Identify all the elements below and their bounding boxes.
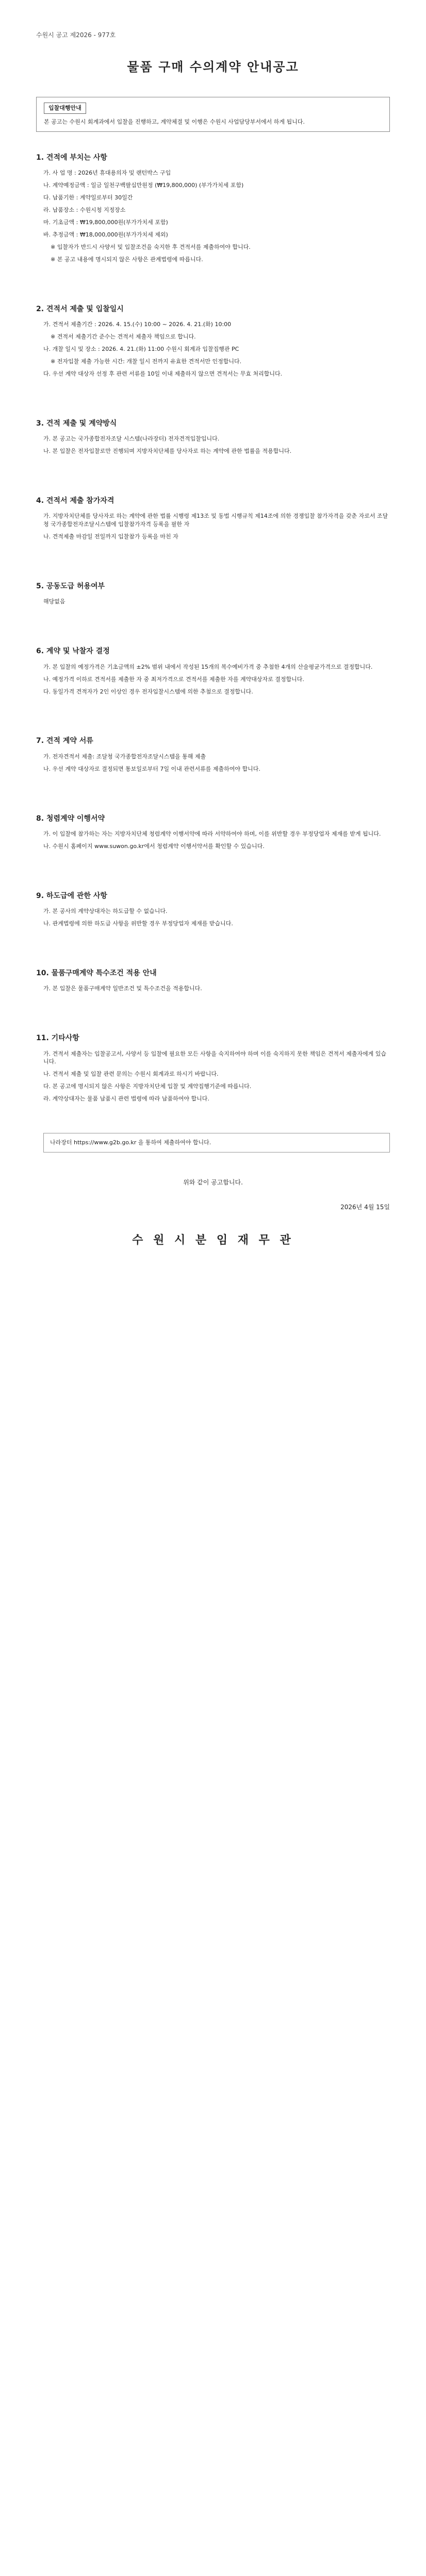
intro-label: 입찰대행안내: [44, 103, 86, 114]
section-line: 가. 본 입찰은 물품구매계약 일반조건 및 특수조건을 적용합니다.: [43, 985, 202, 992]
section-line: 다. 본 공고에 명시되지 않은 사항은 지방자치단체 입찰 및 계약집행기준에 따릅니다.: [43, 1083, 252, 1090]
sections-container: [36, 152, 390, 1128]
section-line: 다. 우선 계약 대상자 선정 후 관련 서류를 10일 이내 제출하지 않으면 견적서는 무효 처리합니다.: [43, 370, 283, 377]
section-line: 해당없음: [43, 598, 65, 605]
section-line: 가. 본 입찰의 예정가격은 기초금액의 ±2% 범위 내에서 작성된 15개의 복수예비가격 중 추첨한 4개의 산술평균가격으로 결정합니다.: [43, 663, 373, 670]
section-title: 10. 물품구매계약 특수조건 적용 안내: [36, 969, 157, 977]
notice-number: 수원시 공고 제2026 - 977호: [36, 31, 116, 39]
section-line: ※ 본 공고 내용에 명시되지 않은 사항은 관계법령에 따릅니다.: [51, 256, 203, 263]
section-title: 1. 견적에 부치는 사항: [36, 154, 107, 162]
section: [36, 496, 390, 566]
section-title: 4. 견적서 제출 참가자격: [36, 497, 114, 505]
section-line: 다. 납품기한 : 계약일로부터 30일간: [43, 194, 133, 201]
section-title: 6. 계약 및 낙찰자 결정: [36, 647, 110, 656]
section-line: 바. 추정금액 : ₩18,000,000원(부가가치세 제외): [43, 231, 168, 239]
section-line: 가. 전자견적서 제출: 조달청 국가종합전자조달시스템을 통해 제출: [43, 753, 206, 760]
section: [36, 891, 390, 953]
section: [36, 418, 390, 480]
section-line: 가. 견적서 제출기간 : 2026. 4. 15.(수) 10:00 ~ 2026. 4. 21.(화) 10:00: [43, 321, 232, 328]
section-line: ※ 전자입찰 제출 가능한 시간: 개찰 일시 전까지 유효한 견적서만 인정합니다.: [51, 358, 242, 365]
section-line: 가. 본 공사의 계약상대자는 하도급할 수 없습니다.: [43, 908, 168, 915]
section-title: 11. 기타사항: [36, 1034, 79, 1043]
section: [36, 814, 390, 875]
section: [36, 304, 390, 403]
section: [36, 581, 390, 631]
section-line: 나. 계약예정금액 : 일금 일천구백팔십만원정 (₩19,800,000) (부가가치세 포함): [43, 182, 244, 189]
section: [36, 646, 390, 720]
section-line: 나. 견적서 제출 및 입찰 관련 문의는 수원시 회계과로 하시기 바랍니다.: [43, 1071, 219, 1078]
section-title: 3. 견적 제출 및 계약방식: [36, 419, 117, 428]
section-line: 나. 견적제출 마감일 전일까지 입찰참가 등록을 마친 자: [43, 533, 178, 540]
section-line: 나. 관계법령에 의한 하도급 사항을 위반할 경우 부정당업자 제재를 받습니다.: [43, 920, 233, 927]
section: [36, 152, 390, 289]
section-line: 가. 사 업 명 : 2026년 휴대용의자 및 랜턴박스 구입: [43, 170, 171, 177]
section-line: 나. 본 입찰은 전자입찰로만 진행되며 지방자치단체를 당사자로 하는 계약에 관한 법률을 적용합니다.: [43, 448, 292, 455]
intro-box: [36, 97, 390, 132]
section: [36, 1033, 390, 1128]
section-line: 가. 지방자치단체를 당사자로 하는 계약에 관한 법률 시행령 제13조 및 동법 시행규칙 제14조에 의한 경쟁입찰 참가자격을 갖춘 자로서 조달청 국가종합전자조달시스템에 입찰참가자격 등록을 필한 자: [43, 513, 388, 528]
section-line: 라. 납품장소 : 수원시청 지정장소: [43, 207, 126, 214]
notice-date: 2026년 4월 15일: [340, 1203, 390, 1211]
issuer-name: 수 원 시 분 임 재 무 관: [132, 1233, 294, 1247]
section-line: 라. 계약상대자는 물품 납품시 관련 법령에 따라 납품하여야 합니다.: [43, 1095, 209, 1103]
section-line: 나. 개찰 일시 및 장소 : 2026. 4. 21.(화) 11:00 수원시 회계과 입찰집행관 PC: [43, 346, 239, 353]
section-line: 다. 동일가격 견적자가 2인 이상인 경우 전자입찰시스템에 의한 추첨으로 결정합니다.: [43, 688, 253, 695]
section-line: 나. 예정가격 이하로 견적서를 제출한 자 중 최저가격으로 견적서를 제출한 자를 계약대상자로 결정합니다.: [43, 675, 304, 683]
section-title: 8. 청렴계약 이행서약: [36, 814, 105, 823]
intro-text: 본 공고는 수원시 회계과에서 입찰을 진행하고, 계약체결 및 이행은 수원시 사업담당부서에서 하게 됩니다.: [44, 118, 305, 126]
website-notice-box: 나라장터 https://www.g2b.go.kr 을 통하여 제출하여야 합니다.: [43, 1133, 390, 1153]
closing-text: 위와 같이 공고합니다.: [183, 1179, 243, 1187]
section-line: 가. 이 입찰에 참가하는 자는 지방자치단체 청렴계약 이행서약에 따라 서약하여야 하며, 이를 위반할 경우 부정당업자 제재를 받게 됩니다.: [43, 830, 381, 837]
section-line: 가. 견적서 제출자는 입찰공고서, 사양서 등 입찰에 필요한 모든 사항을 숙지하여야 하며 이를 숙지하지 못한 책임은 견적서 제출자에게 있습니다.: [43, 1050, 386, 1065]
section-line: 가. 본 공고는 국가종합전자조달 시스템(나라장터) 전자견적입찰입니다.: [43, 435, 220, 443]
section-line: 나. 우선 계약 대상자로 결정되면 통보일로부터 7일 이내 관련서류를 제출하여야 합니다.: [43, 765, 260, 772]
section-line: 마. 기초금액 : ₩19,800,000원(부가가치세 포함): [43, 219, 168, 226]
section-title: 9. 하도급에 관한 사항: [36, 891, 107, 900]
section-title: 7. 견적 계약 서류: [36, 737, 93, 745]
document-title: 물품 구매 수의계약 안내공고: [127, 60, 299, 75]
section: [36, 968, 390, 1018]
section-title: 5. 공동도급 허용여부: [36, 582, 105, 591]
section: [36, 736, 390, 798]
section-line: ※ 견적서 제출기간 준수는 견적서 제출자 책임으로 합니다.: [51, 333, 196, 341]
section-line: ※ 입찰자가 반드시 사양서 및 입찰조건을 숙지한 후 견적서를 제출하여야 합니다.: [51, 243, 251, 250]
section-line: 나. 수원시 홈페이지 www.suwon.go.kr에서 청렴계약 이행서약서를 확인할 수 있습니다.: [43, 842, 265, 850]
section-title: 2. 견적서 제출 및 입찰일시: [36, 304, 124, 313]
